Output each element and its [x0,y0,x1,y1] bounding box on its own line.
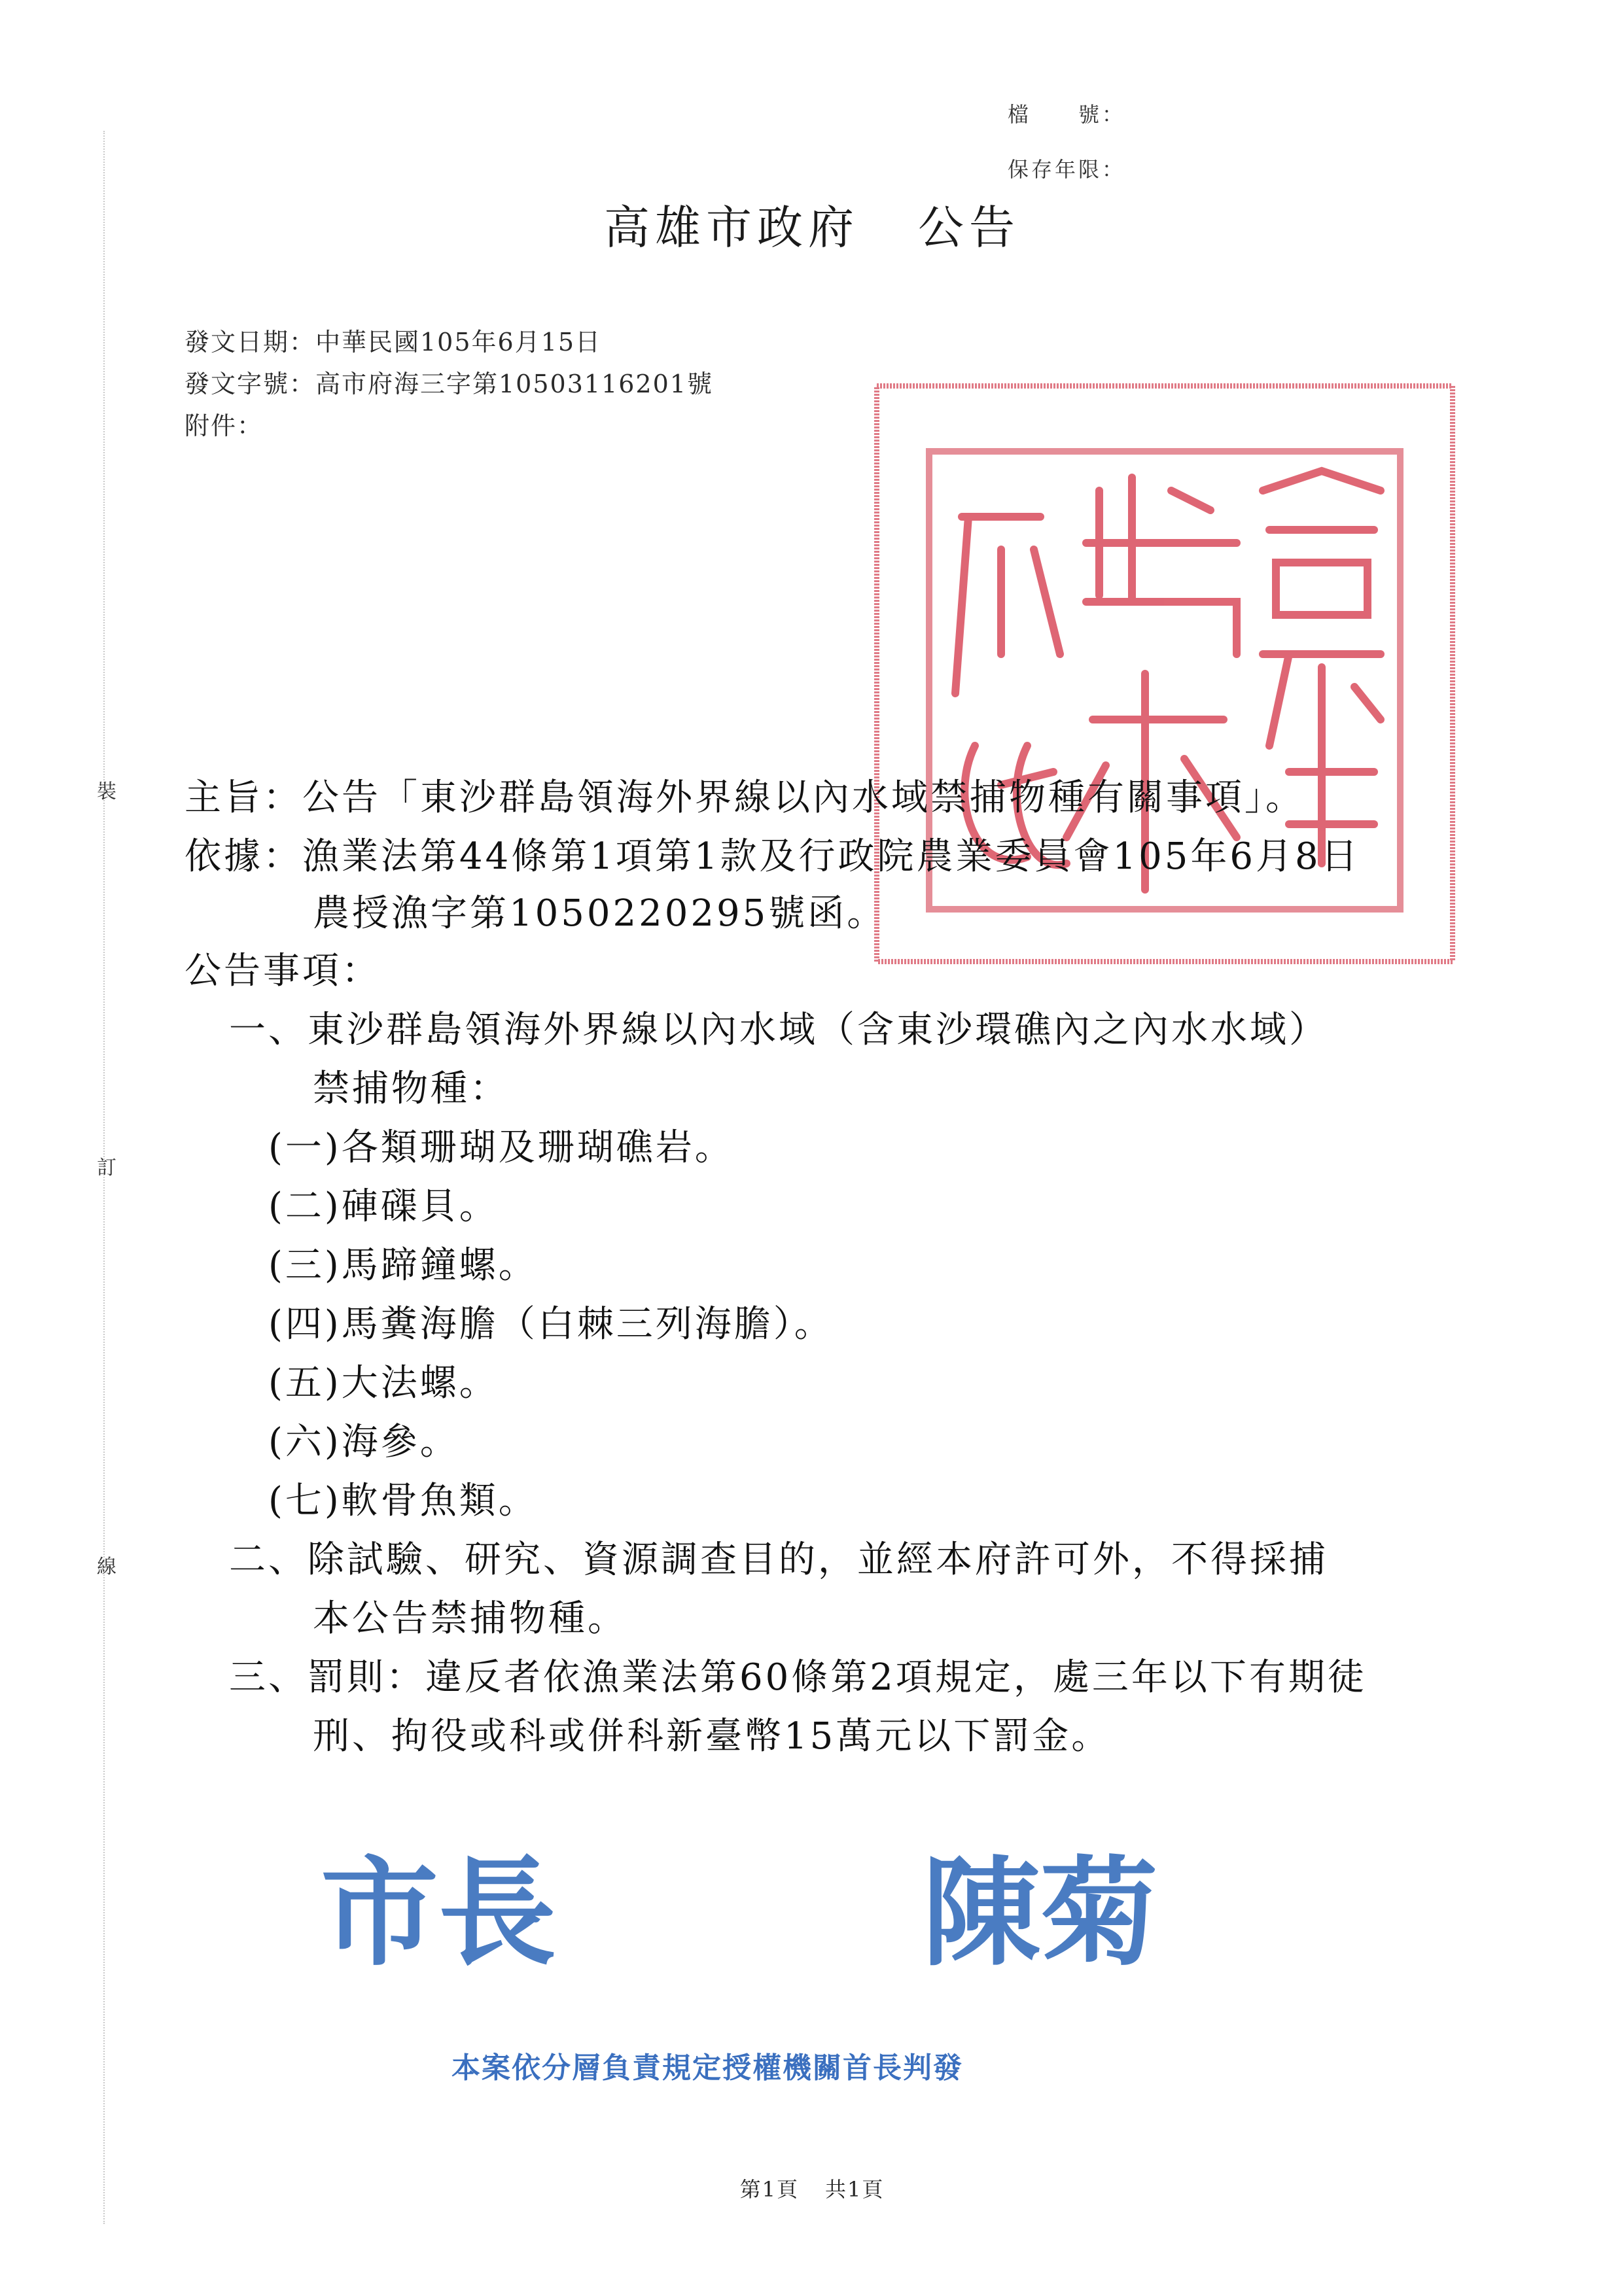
species-item: (三)馬蹄鐘螺。 [268,1244,538,1287]
page-number: 第1頁 [739,2177,799,2202]
mayor-signature-stamp [308,1792,1158,2015]
basis-line-1: 依據：漁業法第44條第1項第1款及行政院農業委員會105年6月8日 [185,835,1360,878]
binding-mark-bottom: 線 [97,1556,116,1578]
species-item: (五)大法螺。 [268,1362,499,1404]
subject-line: 主旨：公告「東沙群島領海外界線以內水域禁捕物種有關事項」。 [185,776,1305,819]
item-1-line-2: 禁捕物種： [313,1068,509,1110]
agency-name: 高雄市政府 [604,201,859,254]
item-3-line-2: 刑、拘役或科或併科新臺幣15萬元以下罰金。 [313,1715,1111,1758]
issue-date: 發文日期：中華民國105年6月15日 [185,328,602,357]
binding-mark-top: 裝 [97,780,116,803]
page-footer [0,2173,1624,2203]
item-3-line-1: 三、罰則：違反者依漁業法第60條第2項規定，處三年以下有期徒 [229,1656,1367,1699]
item-1-line-1: 一、東沙群島領海外界線以內水域（含東沙環礁內之內水水域） [229,1009,1328,1051]
species-item: (六)海參。 [268,1421,459,1463]
species-item: (二)硨磲貝。 [268,1185,499,1228]
page-total: 共1頁 [825,2177,885,2202]
document-type: 公告 [918,201,1020,254]
species-item: (四)馬糞海膽（白棘三列海膽）。 [268,1303,834,1346]
mayor-name: 陳菊 [922,1844,1158,1982]
official-seal-stamp [870,379,1459,968]
species-item: (一)各類珊瑚及珊瑚礁岩。 [268,1126,734,1169]
binding-mark-middle: 訂 [97,1157,116,1179]
item-2-line-1: 二、除試驗、研究、資源調查目的，並經本府許可外，不得採捕 [229,1539,1328,1581]
document-title [0,191,1624,257]
basis-line-2: 農授漁字第1050220295號函。 [313,892,887,935]
delegation-authorization-note: 本案依分層負責規定授權機關首長判發 [451,2051,963,2085]
mayor-title: 市長 [321,1844,557,1982]
item-2-line-2: 本公告禁捕物種。 [313,1597,627,1640]
issue-reference-number: 發文字號：高市府海三字第10503116201號 [185,370,713,398]
species-item: (七)軟骨魚類。 [268,1480,538,1522]
announcement-items-heading: 公告事項： [185,950,381,992]
file-number-label: 檔 號： [1008,102,1126,127]
attachment-label: 附件： [185,411,264,440]
retention-period-label: 保存年限： [1008,157,1126,182]
